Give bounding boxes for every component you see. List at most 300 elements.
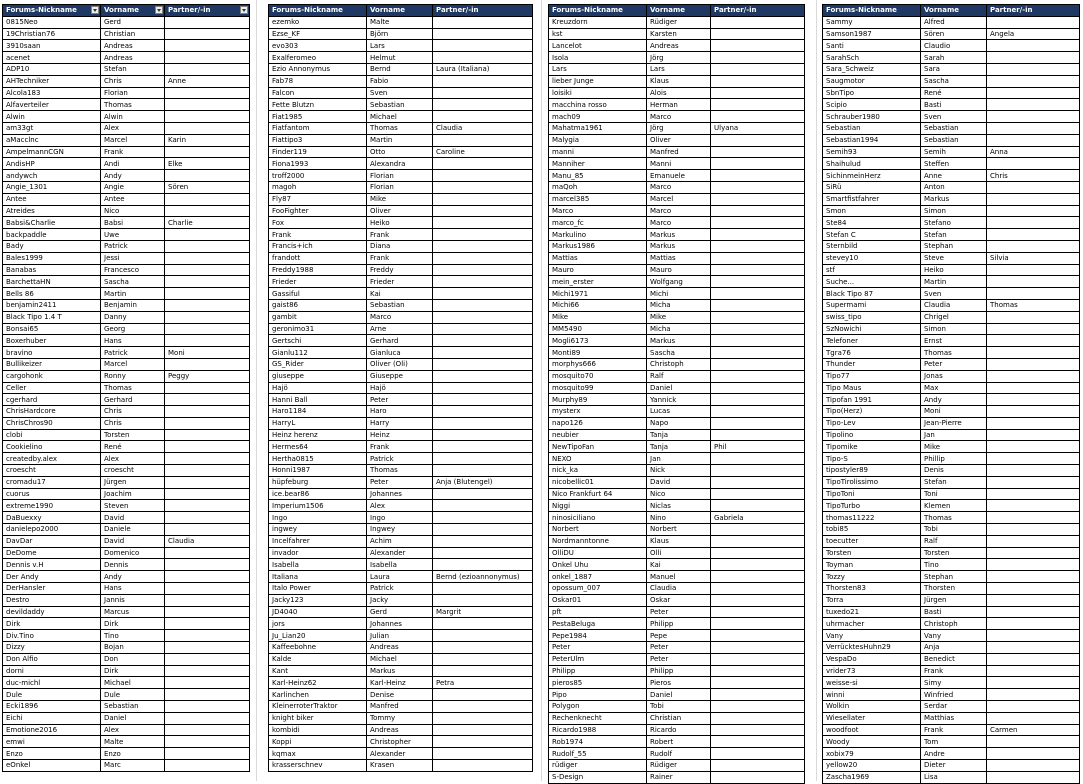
vorname-cell[interactable]: Peter [647, 653, 711, 665]
vorname-cell[interactable]: Thomas [921, 347, 987, 359]
partner-cell[interactable] [433, 535, 533, 547]
partner-cell[interactable] [433, 134, 533, 146]
vorname-cell[interactable]: Torsten [101, 429, 165, 441]
partner-cell[interactable] [433, 760, 533, 772]
vorname-cell[interactable]: Joachim [101, 488, 165, 500]
vorname-cell[interactable]: Haro [367, 406, 433, 418]
partner-cell[interactable] [165, 748, 250, 760]
partner-cell[interactable] [987, 240, 1080, 252]
nickname-cell[interactable]: cuorus [3, 488, 101, 500]
partner-cell[interactable] [433, 512, 533, 524]
partner-cell[interactable] [987, 335, 1080, 347]
partner-cell[interactable] [711, 134, 805, 146]
partner-cell[interactable] [711, 87, 805, 99]
partner-cell[interactable] [433, 394, 533, 406]
nickname-cell[interactable]: Freddy1988 [269, 264, 367, 276]
nickname-cell[interactable]: Dizzy [3, 642, 101, 654]
partner-cell[interactable] [165, 276, 250, 288]
partner-cell[interactable] [987, 63, 1080, 75]
partner-cell[interactable]: Thomas [987, 299, 1080, 311]
vorname-cell[interactable]: Oliver [647, 134, 711, 146]
nickname-cell[interactable]: macchina rosso [549, 99, 647, 111]
nickname-cell[interactable]: napo126 [549, 417, 647, 429]
vorname-cell[interactable]: Oliver [367, 205, 433, 217]
nickname-cell[interactable]: kombidi [269, 724, 367, 736]
nickname-cell[interactable]: hüpfeburg [269, 476, 367, 488]
nickname-cell[interactable]: ChrisChros90 [3, 417, 101, 429]
partner-cell[interactable] [711, 689, 805, 701]
partner-cell[interactable] [711, 205, 805, 217]
nickname-cell[interactable]: Sebastian1994 [823, 134, 921, 146]
nickname-cell[interactable]: Alwin [3, 111, 101, 123]
vorname-cell[interactable]: Frieder [367, 276, 433, 288]
partner-cell[interactable]: Anne [165, 75, 250, 87]
vorname-cell[interactable]: Vany [921, 630, 987, 642]
vorname-cell[interactable]: Chris [101, 406, 165, 418]
partner-cell[interactable] [433, 583, 533, 595]
nickname-cell[interactable]: DaBuexxy [3, 512, 101, 524]
vorname-cell[interactable]: Serdar [921, 701, 987, 713]
partner-cell[interactable] [165, 87, 250, 99]
nickname-cell[interactable]: backpaddle [3, 229, 101, 241]
vorname-cell[interactable]: Martin [921, 276, 987, 288]
vorname-cell[interactable]: Marcel [647, 193, 711, 205]
vorname-cell[interactable]: Rüdiger [647, 16, 711, 28]
vorname-cell[interactable]: Ralf [647, 370, 711, 382]
vorname-cell[interactable]: Francesco [101, 264, 165, 276]
partner-cell[interactable] [987, 559, 1080, 571]
partner-cell[interactable] [433, 618, 533, 630]
nickname-cell[interactable]: mach09 [549, 111, 647, 123]
vorname-cell[interactable]: Michael [367, 111, 433, 123]
vorname-cell[interactable]: Alexander [367, 748, 433, 760]
vorname-cell[interactable]: Frank [367, 441, 433, 453]
nickname-cell[interactable]: invador [269, 547, 367, 559]
vorname-cell[interactable]: Heiko [921, 264, 987, 276]
partner-cell[interactable] [165, 229, 250, 241]
nickname-cell[interactable]: Bells 86 [3, 288, 101, 300]
vorname-cell[interactable]: Niclas [647, 500, 711, 512]
partner-cell[interactable] [433, 689, 533, 701]
partner-cell[interactable] [433, 524, 533, 536]
vorname-cell[interactable]: Karsten [647, 28, 711, 40]
partner-cell[interactable] [987, 158, 1080, 170]
vorname-cell[interactable]: Patrick [367, 583, 433, 595]
nickname-cell[interactable]: AmpelmannCGN [3, 146, 101, 158]
vorname-cell[interactable]: Simon [921, 205, 987, 217]
vorname-cell[interactable]: Basti [921, 606, 987, 618]
vorname-cell[interactable]: René [101, 441, 165, 453]
partner-cell[interactable] [711, 16, 805, 28]
nickname-cell[interactable]: dorni [3, 665, 101, 677]
partner-cell[interactable] [987, 75, 1080, 87]
nickname-cell[interactable]: Bady [3, 240, 101, 252]
partner-cell[interactable]: Bernd (ezioannonymus) [433, 571, 533, 583]
vorname-cell[interactable]: Andy [101, 170, 165, 182]
nickname-cell[interactable]: Niggi [549, 500, 647, 512]
nickname-cell[interactable]: Eichi [3, 712, 101, 724]
nickname-cell[interactable]: Cookielino [3, 441, 101, 453]
vorname-cell[interactable]: Peter [921, 358, 987, 370]
vorname-cell[interactable]: David [647, 476, 711, 488]
vorname-cell[interactable]: Klaus [647, 75, 711, 87]
partner-cell[interactable] [711, 75, 805, 87]
partner-cell[interactable] [987, 217, 1080, 229]
vorname-cell[interactable]: Andreas [367, 724, 433, 736]
nickname-cell[interactable]: Kreuzdorn [549, 16, 647, 28]
partner-cell[interactable] [433, 193, 533, 205]
nickname-cell[interactable]: Malygia [549, 134, 647, 146]
partner-cell[interactable]: Charlie [165, 217, 250, 229]
nickname-cell[interactable]: aMacclnc [3, 134, 101, 146]
nickname-cell[interactable]: Bullikeizer [3, 358, 101, 370]
nickname-cell[interactable]: Honni1987 [269, 465, 367, 477]
vorname-cell[interactable]: Tino [101, 630, 165, 642]
vorname-cell[interactable]: Andreas [101, 40, 165, 52]
partner-cell[interactable] [987, 665, 1080, 677]
vorname-cell[interactable]: Malte [367, 16, 433, 28]
partner-cell[interactable] [987, 524, 1080, 536]
vorname-cell[interactable]: Frank [921, 665, 987, 677]
nickname-cell[interactable]: SiRü [823, 181, 921, 193]
partner-cell[interactable] [987, 712, 1080, 724]
nickname-cell[interactable]: evo303 [269, 40, 367, 52]
nickname-cell[interactable]: krasserschnev [269, 760, 367, 772]
vorname-cell[interactable]: Freddy [367, 264, 433, 276]
partner-cell[interactable] [711, 701, 805, 713]
nickname-cell[interactable]: am33gt [3, 122, 101, 134]
vorname-cell[interactable]: Pieros [647, 677, 711, 689]
nickname-cell[interactable]: Fette Blutzn [269, 99, 367, 111]
nickname-cell[interactable]: Rechenknecht [549, 712, 647, 724]
nickname-cell[interactable]: Karl-Heinz62 [269, 677, 367, 689]
nickname-cell[interactable]: Black Tipo 1.4 T [3, 311, 101, 323]
nickname-cell[interactable]: VerrücktesHuhn29 [823, 642, 921, 654]
nickname-cell[interactable]: ezemko [269, 16, 367, 28]
vorname-cell[interactable]: Chris [101, 417, 165, 429]
partner-cell[interactable] [711, 382, 805, 394]
partner-cell[interactable] [433, 453, 533, 465]
vorname-cell[interactable]: Sebastian [367, 299, 433, 311]
partner-cell[interactable] [711, 488, 805, 500]
vorname-cell[interactable]: Manfred [367, 701, 433, 713]
partner-cell[interactable]: Peggy [165, 370, 250, 382]
nickname-cell[interactable]: emwi [3, 736, 101, 748]
nickname-cell[interactable]: Gertschi [269, 335, 367, 347]
nickname-cell[interactable]: Incelfahrer [269, 535, 367, 547]
vorname-cell[interactable]: Stephan [921, 571, 987, 583]
partner-cell[interactable] [165, 99, 250, 111]
partner-cell[interactable]: Chris [987, 170, 1080, 182]
vorname-cell[interactable]: Tino [921, 559, 987, 571]
vorname-cell[interactable]: Stefan [921, 229, 987, 241]
partner-cell[interactable] [987, 748, 1080, 760]
vorname-cell[interactable]: Claudia [647, 583, 711, 595]
partner-cell[interactable] [433, 40, 533, 52]
vorname-cell[interactable]: Thorsten [921, 583, 987, 595]
partner-cell[interactable] [433, 252, 533, 264]
nickname-cell[interactable]: Hermes64 [269, 441, 367, 453]
nickname-cell[interactable]: VespaDo [823, 653, 921, 665]
nickname-cell[interactable]: GS_Rider [269, 358, 367, 370]
partner-cell[interactable] [987, 193, 1080, 205]
nickname-cell[interactable]: neubier [549, 429, 647, 441]
partner-cell[interactable] [433, 642, 533, 654]
nickname-cell[interactable]: Kant [269, 665, 367, 677]
vorname-cell[interactable]: Alex [101, 453, 165, 465]
nickname-cell[interactable]: weisse-si [823, 677, 921, 689]
nickname-cell[interactable]: Vany [823, 630, 921, 642]
nickname-cell[interactable]: Tipo(Herz) [823, 406, 921, 418]
nickname-cell[interactable]: Wolkin [823, 701, 921, 713]
partner-cell[interactable] [165, 16, 250, 28]
vorname-cell[interactable]: Sven [367, 87, 433, 99]
nickname-cell[interactable]: onkel_1887 [549, 571, 647, 583]
nickname-cell[interactable]: danielepo2000 [3, 524, 101, 536]
vorname-cell[interactable]: Julian [367, 630, 433, 642]
vorname-cell[interactable]: Norbert [647, 524, 711, 536]
partner-cell[interactable] [987, 323, 1080, 335]
vorname-cell[interactable]: Peter [647, 642, 711, 654]
nickname-cell[interactable]: Enzo [3, 748, 101, 760]
nickname-cell[interactable]: mein_erster [549, 276, 647, 288]
nickname-cell[interactable]: Wiesellater [823, 712, 921, 724]
partner-cell[interactable]: Ulyana [711, 122, 805, 134]
vorname-cell[interactable]: Wolfgang [647, 276, 711, 288]
partner-cell[interactable] [433, 441, 533, 453]
partner-cell[interactable] [711, 712, 805, 724]
vorname-cell[interactable]: Klemen [921, 500, 987, 512]
nickname-cell[interactable]: tobi85 [823, 524, 921, 536]
vorname-cell[interactable]: Rüdiger [647, 760, 711, 772]
vorname-cell[interactable]: Isabella [367, 559, 433, 571]
vorname-cell[interactable]: Florian [367, 181, 433, 193]
vorname-cell[interactable]: Tanja [647, 429, 711, 441]
partner-cell[interactable] [711, 99, 805, 111]
partner-cell[interactable] [711, 311, 805, 323]
nickname-cell[interactable]: Der Andy [3, 571, 101, 583]
nickname-cell[interactable]: lieber Junge [549, 75, 647, 87]
nickname-cell[interactable]: acenet [3, 52, 101, 64]
partner-cell[interactable] [711, 583, 805, 595]
partner-cell[interactable] [433, 429, 533, 441]
vorname-cell[interactable]: Christoph [921, 618, 987, 630]
vorname-cell[interactable]: Claudia [921, 299, 987, 311]
vorname-cell[interactable]: Krasen [367, 760, 433, 772]
vorname-cell[interactable]: Marco [367, 311, 433, 323]
vorname-cell[interactable]: David [101, 512, 165, 524]
nickname-cell[interactable]: Isabella [269, 559, 367, 571]
vorname-cell[interactable]: Lisa [921, 771, 987, 783]
vorname-cell[interactable]: Christoph [647, 358, 711, 370]
partner-cell[interactable] [987, 16, 1080, 28]
partner-cell[interactable] [165, 653, 250, 665]
partner-cell[interactable] [433, 653, 533, 665]
nickname-cell[interactable]: Bonsai65 [3, 323, 101, 335]
partner-cell[interactable] [433, 488, 533, 500]
nickname-cell[interactable]: Dirk [3, 618, 101, 630]
vorname-cell[interactable]: Basti [921, 99, 987, 111]
vorname-cell[interactable]: croescht [101, 465, 165, 477]
partner-cell[interactable] [165, 476, 250, 488]
partner-cell[interactable] [165, 358, 250, 370]
partner-cell[interactable] [711, 52, 805, 64]
partner-cell[interactable] [711, 394, 805, 406]
nickname-cell[interactable]: S-Design [549, 771, 647, 783]
vorname-cell[interactable]: Alex [367, 500, 433, 512]
vorname-cell[interactable]: Alois [647, 87, 711, 99]
partner-cell[interactable] [987, 701, 1080, 713]
nickname-cell[interactable]: Div.Tino [3, 630, 101, 642]
nickname-cell[interactable]: Finder119 [269, 146, 367, 158]
nickname-cell[interactable]: stf [823, 264, 921, 276]
partner-cell[interactable] [433, 736, 533, 748]
vorname-cell[interactable]: Patrick [367, 453, 433, 465]
nickname-cell[interactable]: Babsi&Charlie [3, 217, 101, 229]
vorname-cell[interactable]: Semih [921, 146, 987, 158]
nickname-cell[interactable]: DavDar [3, 535, 101, 547]
partner-cell[interactable] [433, 417, 533, 429]
partner-cell[interactable] [165, 712, 250, 724]
vorname-cell[interactable]: Thomas [367, 122, 433, 134]
partner-cell[interactable] [433, 217, 533, 229]
nickname-cell[interactable]: Scipio [823, 99, 921, 111]
vorname-cell[interactable]: Bernd [367, 63, 433, 75]
vorname-cell[interactable]: Tom [921, 736, 987, 748]
nickname-cell[interactable]: ninosiciliano [549, 512, 647, 524]
partner-cell[interactable] [433, 240, 533, 252]
partner-cell[interactable] [987, 181, 1080, 193]
nickname-cell[interactable]: Lancelot [549, 40, 647, 52]
nickname-cell[interactable]: Mogli6173 [549, 335, 647, 347]
vorname-cell[interactable]: Gerhard [101, 394, 165, 406]
nickname-cell[interactable]: kqmax [269, 748, 367, 760]
nickname-cell[interactable]: benjamin2411 [3, 299, 101, 311]
vorname-cell[interactable]: Max [921, 382, 987, 394]
vorname-cell[interactable]: Jürgen [921, 594, 987, 606]
partner-cell[interactable] [711, 653, 805, 665]
nickname-cell[interactable]: Italo Power [269, 583, 367, 595]
partner-cell[interactable] [987, 358, 1080, 370]
partner-cell[interactable] [711, 217, 805, 229]
vorname-cell[interactable]: Philipp [647, 618, 711, 630]
partner-cell[interactable]: Caroline [433, 146, 533, 158]
partner-cell[interactable] [165, 299, 250, 311]
nickname-cell[interactable]: mysterx [549, 406, 647, 418]
partner-cell[interactable] [165, 594, 250, 606]
nickname-cell[interactable]: knight biker [269, 712, 367, 724]
nickname-cell[interactable]: Karlinchen [269, 689, 367, 701]
vorname-cell[interactable]: Oliver (Oli) [367, 358, 433, 370]
vorname-cell[interactable]: Jacky [367, 594, 433, 606]
nickname-cell[interactable]: toecutter [823, 535, 921, 547]
nickname-cell[interactable]: Mike [549, 311, 647, 323]
vorname-cell[interactable]: Stefano [921, 217, 987, 229]
nickname-cell[interactable]: gaist86 [269, 299, 367, 311]
nickname-cell[interactable]: Isola [549, 52, 647, 64]
vorname-cell[interactable]: Malte [101, 736, 165, 748]
vorname-cell[interactable]: Marc [101, 760, 165, 772]
partner-cell[interactable]: Karin [165, 134, 250, 146]
nickname-cell[interactable]: SarahSch [823, 52, 921, 64]
vorname-cell[interactable]: Nico [101, 205, 165, 217]
vorname-cell[interactable]: Achim [367, 535, 433, 547]
partner-cell[interactable] [711, 264, 805, 276]
filter-dropdown-icon[interactable] [240, 6, 248, 14]
partner-cell[interactable] [165, 240, 250, 252]
partner-cell[interactable] [433, 594, 533, 606]
nickname-cell[interactable]: Supermami [823, 299, 921, 311]
nickname-cell[interactable]: TipoToni [823, 488, 921, 500]
vorname-cell[interactable]: Ralf [921, 535, 987, 547]
vorname-cell[interactable]: Steven [101, 500, 165, 512]
partner-cell[interactable] [165, 394, 250, 406]
nickname-cell[interactable]: Kaffeebohne [269, 642, 367, 654]
partner-cell[interactable] [987, 689, 1080, 701]
nickname-cell[interactable]: NewTipoFan [549, 441, 647, 453]
vorname-cell[interactable]: Ingwey [367, 524, 433, 536]
partner-cell[interactable] [987, 382, 1080, 394]
nickname-cell[interactable]: Manniher [549, 158, 647, 170]
partner-cell[interactable] [987, 760, 1080, 772]
partner-cell[interactable] [165, 288, 250, 300]
vorname-cell[interactable]: Anton [921, 181, 987, 193]
vorname-cell[interactable]: Benjamin [101, 299, 165, 311]
partner-cell[interactable] [165, 547, 250, 559]
nickname-cell[interactable]: Santi [823, 40, 921, 52]
partner-cell[interactable] [987, 276, 1080, 288]
partner-cell[interactable] [165, 122, 250, 134]
partner-cell[interactable] [987, 87, 1080, 99]
vorname-cell[interactable]: Björn [367, 28, 433, 40]
partner-cell[interactable] [165, 193, 250, 205]
vorname-cell[interactable]: Domenico [101, 547, 165, 559]
vorname-cell[interactable]: Sascha [921, 75, 987, 87]
partner-cell[interactable] [433, 748, 533, 760]
nickname-cell[interactable]: JD4040 [269, 606, 367, 618]
partner-cell[interactable] [987, 630, 1080, 642]
nickname-cell[interactable]: Monti89 [549, 347, 647, 359]
vorname-cell[interactable]: Helmut [367, 52, 433, 64]
vorname-cell[interactable]: Benedict [921, 653, 987, 665]
nickname-cell[interactable]: Mauro [549, 264, 647, 276]
nickname-cell[interactable]: Banabas [3, 264, 101, 276]
vorname-cell[interactable]: Antee [101, 193, 165, 205]
partner-cell[interactable] [433, 170, 533, 182]
nickname-cell[interactable]: Michi1971 [549, 288, 647, 300]
nickname-cell[interactable]: TipoTirolissimo [823, 476, 921, 488]
vorname-cell[interactable]: Marco [647, 181, 711, 193]
partner-cell[interactable] [987, 653, 1080, 665]
partner-cell[interactable] [165, 618, 250, 630]
nickname-cell[interactable]: Markulino [549, 229, 647, 241]
partner-cell[interactable] [987, 441, 1080, 453]
partner-cell[interactable] [165, 111, 250, 123]
partner-cell[interactable] [987, 500, 1080, 512]
nickname-cell[interactable]: pieros85 [549, 677, 647, 689]
partner-cell[interactable] [433, 465, 533, 477]
partner-cell[interactable] [165, 52, 250, 64]
vorname-cell[interactable]: Tobi [921, 524, 987, 536]
nickname-cell[interactable]: SbnTipo [823, 87, 921, 99]
nickname-cell[interactable]: cargohonk [3, 370, 101, 382]
vorname-cell[interactable]: Alexandra [367, 158, 433, 170]
vorname-cell[interactable]: David [101, 535, 165, 547]
vorname-cell[interactable]: Anne [921, 170, 987, 182]
nickname-cell[interactable]: swiss_tipo [823, 311, 921, 323]
vorname-cell[interactable]: Patrick [101, 347, 165, 359]
vorname-cell[interactable]: René [921, 87, 987, 99]
